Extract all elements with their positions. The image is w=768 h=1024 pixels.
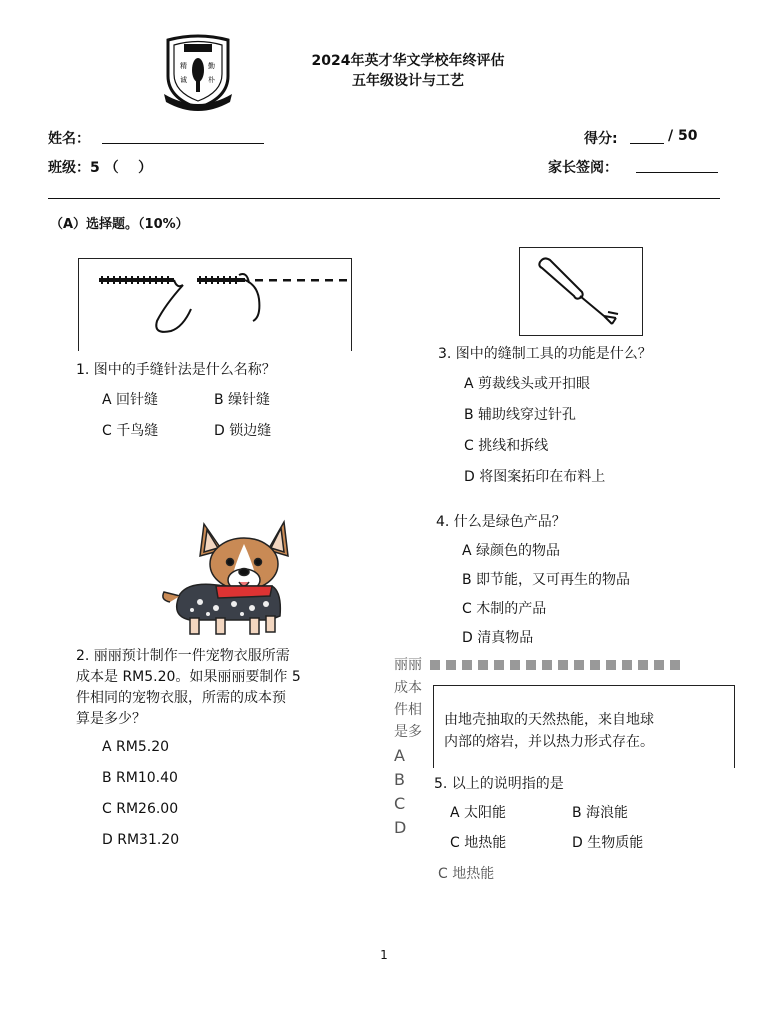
q2-option-d[interactable]: D RM31.20 xyxy=(102,832,180,848)
section-title: （A）选择题。（10%） xyxy=(50,217,189,232)
q3-option-c[interactable]: C 挑线和拆线 xyxy=(464,438,549,454)
q5-option-b[interactable]: B 海浪能 xyxy=(572,805,629,821)
q5-description-box xyxy=(433,685,735,768)
q3-option-a[interactable]: A 剪裁线头或开扣眼 xyxy=(464,376,591,392)
q5-box-line1: 由地壳抽取的天然热能，来自地球 xyxy=(444,712,654,728)
svg-text:精: 精 xyxy=(180,62,187,70)
q5-question: 5. 以上的说明指的是 xyxy=(434,776,564,792)
score-total: / 50 xyxy=(668,128,698,144)
q1-option-d[interactable]: D 锁边缝 xyxy=(214,423,272,439)
score-field[interactable] xyxy=(630,143,664,144)
q1-option-c[interactable]: C 千鸟缝 xyxy=(102,423,159,439)
q1-option-b[interactable]: B 缲针缝 xyxy=(214,392,271,408)
page-number: 1 xyxy=(380,948,388,962)
q4-option-d[interactable]: D 清真物品 xyxy=(462,630,534,646)
q2-question-line3: 件相同的宠物衣服，所需的成本预 xyxy=(76,690,286,706)
header-divider xyxy=(48,198,720,199)
class-label: 班级：5 （ ） xyxy=(48,160,153,176)
stitch-illustration xyxy=(78,258,352,351)
ghost-text-line4: 是多 xyxy=(394,724,422,740)
ghost-option-c: C xyxy=(394,794,406,813)
q5-option-d[interactable]: D 生物质能 xyxy=(572,835,644,851)
ghost-text-line3: 件相 xyxy=(394,702,422,718)
ghost-text-line2: 成本 xyxy=(394,680,422,696)
corgi-sweater-image xyxy=(150,516,300,640)
ghost-bottom-text: C 地热能 xyxy=(438,866,495,882)
ghost-option-b: B xyxy=(394,770,405,789)
exam-title: 2024年英才华文学校年终评估 xyxy=(311,53,505,69)
q2-question-line2: 成本是 RM5.20。如果丽丽要制作 5 xyxy=(76,669,301,685)
q1-question: 1. 图中的手缝针法是什么名称？ xyxy=(76,362,276,378)
ghost-text-line1: 丽丽 xyxy=(394,657,422,673)
backstitch-drawing xyxy=(79,259,351,351)
q3-option-b[interactable]: B 辅助线穿过针孔 xyxy=(464,407,577,423)
ghost-scribble xyxy=(430,660,680,670)
q3-question: 3. 图中的缝制工具的功能是什么？ xyxy=(438,346,652,362)
q2-question-line1: 2. 丽丽预计制作一件宠物衣服所需 xyxy=(76,648,290,664)
svg-text:朴: 朴 xyxy=(208,76,215,84)
q4-option-a[interactable]: A 绿颜色的物品 xyxy=(462,543,561,559)
ghost-option-d: D xyxy=(394,818,407,837)
q4-option-c[interactable]: C 木制的产品 xyxy=(462,601,547,617)
score-label: 得分: xyxy=(584,131,618,147)
svg-text:诚: 诚 xyxy=(180,76,187,84)
q3-option-d[interactable]: D 将图案拓印在布料上 xyxy=(464,469,606,485)
seam-ripper-icon xyxy=(520,248,642,335)
name-label: 姓名： xyxy=(48,131,90,147)
parent-signature-field[interactable] xyxy=(636,172,718,173)
parent-signature-label: 家长签阅： xyxy=(548,160,618,176)
ghost-option-a: A xyxy=(394,746,405,765)
q5-box-line2: 内部的熔岩，并以热力形式存在。 xyxy=(444,734,654,750)
q2-option-b[interactable]: B RM10.40 xyxy=(102,770,178,786)
seam-ripper-illustration xyxy=(519,247,643,336)
q5-option-a[interactable]: A 太阳能 xyxy=(450,805,507,821)
q4-question: 4. 什么是绿色产品？ xyxy=(436,514,566,530)
q2-option-a[interactable]: A RM5.20 xyxy=(102,739,170,755)
exam-subtitle: 五年级设计与工艺 xyxy=(352,73,464,89)
q2-option-c[interactable]: C RM26.00 xyxy=(102,801,179,817)
q1-option-a[interactable]: A 回针缝 xyxy=(102,392,159,408)
q2-question-line4: 算是多少？ xyxy=(76,711,146,727)
svg-text:勤: 勤 xyxy=(208,62,215,70)
q4-option-b[interactable]: B 即节能，又可再生的物品 xyxy=(462,572,631,588)
name-field[interactable] xyxy=(102,143,264,144)
q5-option-c[interactable]: C 地热能 xyxy=(450,835,507,851)
